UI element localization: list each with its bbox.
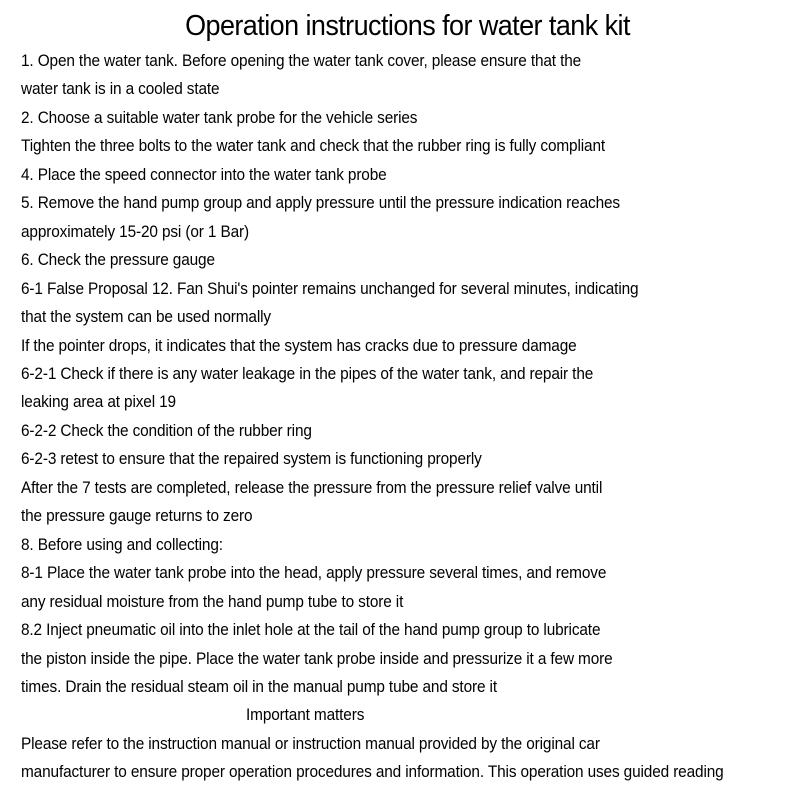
instruction-line-1: 1. Open the water tank. Before opening the water tank cover, please ensure that the bbox=[21, 51, 582, 70]
instruction-line-6: 5. Remove the hand pump group and apply pressure until the pressure indication reaches bbox=[21, 193, 620, 212]
instruction-line-13: leaking area at pixel 19 bbox=[21, 392, 176, 411]
instruction-line-21: 8.2 Inject pneumatic oil into the inlet hole at the tail of the hand pump group to lubricate bbox=[21, 620, 601, 639]
instruction-line-12: 6-2-1 Check if there is any water leakage in the pipes of the water tank, and repair the bbox=[21, 364, 594, 383]
instruction-line-2: water tank is in a cooled state bbox=[21, 79, 220, 98]
instruction-line-18: 8. Before using and collecting: bbox=[21, 535, 223, 554]
instruction-line-7: approximately 15-20 psi (or 1 Bar) bbox=[21, 222, 249, 241]
instruction-line-5: 4. Place the speed connector into the water tank probe bbox=[21, 165, 387, 184]
instruction-line-4: Tighten the three bolts to the water tank and check that the rubber ring is fully compliant bbox=[21, 136, 606, 155]
instruction-line-19: 8-1 Place the water tank probe into the head, apply pressure several times, and remove bbox=[21, 563, 607, 582]
instruction-line-3: 2. Choose a suitable water tank probe for the vehicle series bbox=[21, 108, 418, 127]
instruction-line-22: the piston inside the pipe. Place the water tank probe inside and pressurize it a few more bbox=[21, 649, 613, 668]
instruction-line-15: 6-2-3 retest to ensure that the repaired system is functioning properly bbox=[21, 449, 482, 468]
instruction-line-11: If the pointer drops, it indicates that the system has cracks due to pressure damage bbox=[21, 336, 577, 355]
closing-line-2: manufacturer to ensure proper operation procedures and information. This operation uses guided reading bbox=[21, 762, 724, 781]
instruction-line-14: 6-2-2 Check the condition of the rubber ring bbox=[21, 421, 312, 440]
document-title: Operation instructions for water tank kit bbox=[185, 10, 630, 42]
instruction-line-20: any residual moisture from the hand pump tube to store it bbox=[21, 592, 404, 611]
important-matters-heading: Important matters bbox=[246, 705, 365, 724]
instruction-line-23: times. Drain the residual steam oil in the manual pump tube and store it bbox=[21, 677, 497, 696]
closing-line-1: Please refer to the instruction manual or instruction manual provided by the original car bbox=[21, 734, 600, 753]
instruction-line-10: that the system can be used normally bbox=[21, 307, 271, 326]
instruction-line-9: 6-1 False Proposal 12. Fan Shui's pointer remains unchanged for several minutes, indicating bbox=[21, 279, 639, 298]
instruction-line-17: the pressure gauge returns to zero bbox=[21, 506, 253, 525]
instruction-line-8: 6. Check the pressure gauge bbox=[21, 250, 215, 269]
instruction-line-16: After the 7 tests are completed, release the pressure from the pressure relief valve until bbox=[21, 478, 603, 497]
